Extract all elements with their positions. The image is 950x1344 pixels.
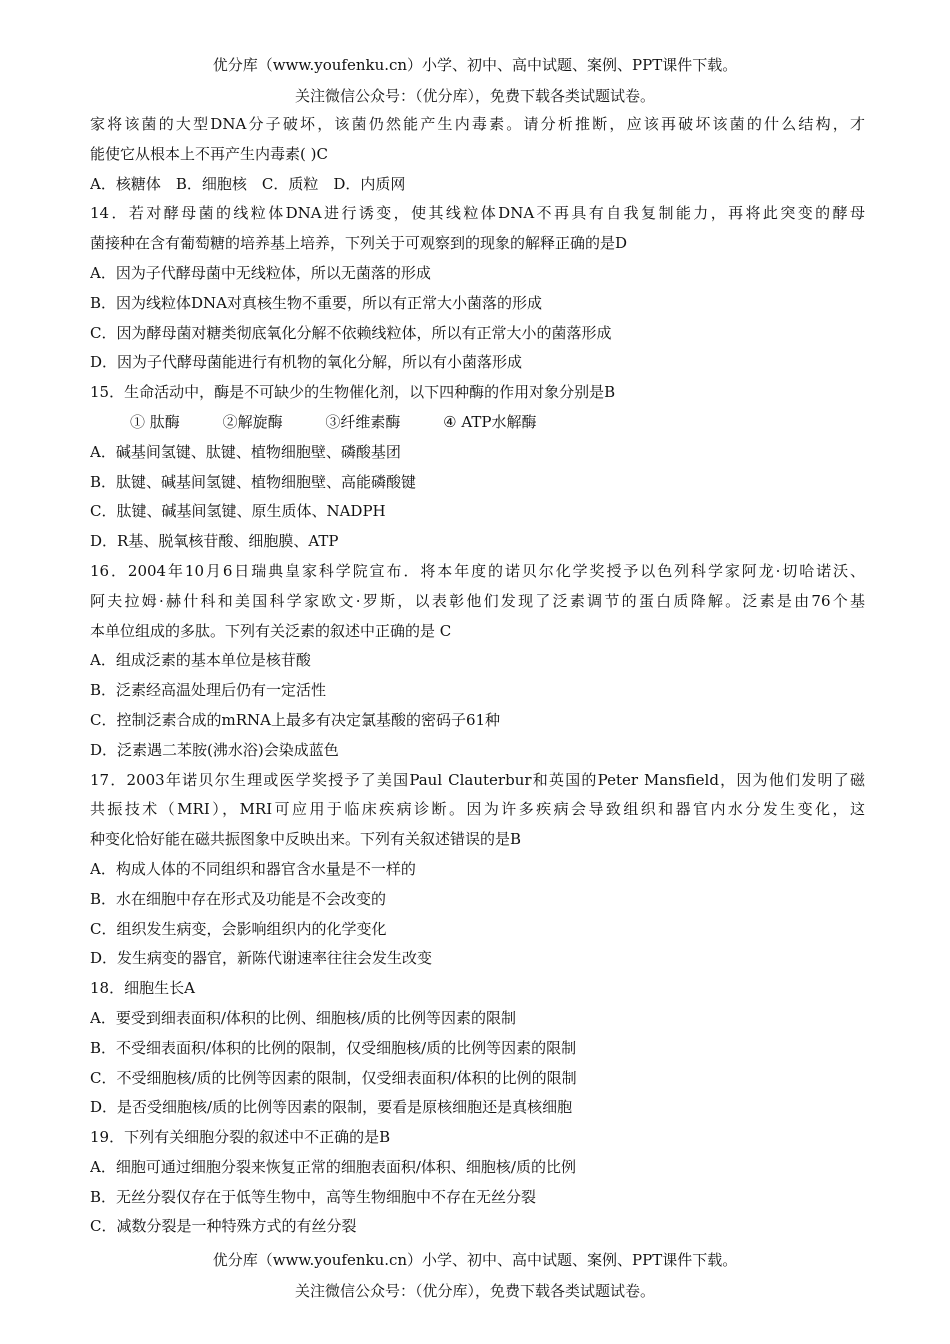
header-line-1: 优分库（www.youfenku.cn）小学、初中、高中试题、案例、PPT课件下载。 [212, 56, 738, 74]
q16-option-d: D．泛素遇二苯胺(沸水浴)会染成蓝色 [90, 740, 339, 759]
footer-line-1: 优分库（www.youfenku.cn）小学、初中、高中试题、案例、PPT课件下载。 [212, 1251, 738, 1269]
q19-option-b: B．无丝分裂仅存在于低等生物中，高等生物细胞中不存在无丝分裂 [90, 1187, 537, 1206]
footer-line-2: 关注微信公众号：（优分库），免费下载各类试题试卷。 [294, 1282, 655, 1300]
q15-enzyme-2: ②解旋酶 [222, 412, 283, 431]
q15-option-a: A．碱基间氢键、肽键、植物细胞壁、磷酸基团 [90, 442, 401, 461]
q17-option-d: D．发生病变的器官，新陈代谢速率往往会发生改变 [90, 949, 433, 968]
q17-option-a: A．构成人体的不同组织和器官含水量是不一样的 [90, 859, 416, 878]
q15-enzyme-list [90, 408, 865, 438]
q18-stem: 18．细胞生长A [90, 979, 195, 998]
q14-option-d: D．因为子代酵母菌能进行有机物的氧化分解，所以有小菌落形成 [90, 353, 523, 372]
q19-option-c: C．减数分裂是一种特殊方式的有丝分裂 [90, 1217, 357, 1236]
question-body [90, 110, 865, 1242]
q13-continuation-2: 能使它从根本上不再产生内毒素( )C [90, 144, 328, 163]
q14-option-b: B．因为线粒体DNA对真核生物不重要，所以有正常大小菌落的形成 [90, 293, 543, 312]
q13-options: A．核糖体 B．细胞核 C．质粒 D．内质网 [90, 174, 406, 193]
q17-stem-1: 17．2003年诺贝尔生理或医学奖授予了美国Paul Clauterbur和英国的Peter Mansfield，因为他们发明了磁 [90, 770, 865, 789]
q14-stem-1: 14．若对酵母菌的线粒体DNA进行诱变，使其线粒体DNA不再具有自我复制能力，再将此突变的酵母 [90, 204, 865, 223]
q14-option-a: A．因为子代酵母菌中无线粒体，所以无菌落的形成 [90, 263, 431, 282]
q16-stem-1: 16．2004年10月6日瑞典皇家科学院宣布．将本年度的诺贝尔化学奖授予以色列科学家阿龙·切哈诺沃、 [90, 561, 865, 580]
q16-option-c: C．控制泛素合成的mRNA上最多有决定氯基酸的密码子61种 [90, 710, 501, 729]
q15-option-b: B．肽键、碱基间氢键、植物细胞壁、高能磷酸键 [90, 472, 417, 491]
q13-continuation-1: 家将该菌的大型DNA分子破坏，该菌仍然能产生内毒素。请分析推断，应该再破坏该菌的什么结构，才 [90, 115, 865, 133]
q17-stem-3: 种变化恰好能在磁共振图象中反映出来。下列有关叙述错误的是B [90, 830, 522, 849]
q17-stem-2: 共振技术（MRI），MRI可应用于临床疾病诊断。因为许多疾病会导致组织和器官内水分发生变化，这 [90, 800, 865, 819]
q14-option-c: C．因为酵母菌对糖类彻底氧化分解不依赖线粒体，所以有正常大小的菌落形成 [90, 323, 612, 342]
q15-option-d: D．R基、脱氧核苷酸、细胞膜、ATP [90, 532, 339, 551]
q17-option-c: C．组织发生病变，会影响组织内的化学变化 [90, 919, 387, 938]
q19-stem: 19．下列有关细胞分裂的叙述中不正确的是B [90, 1128, 391, 1147]
q16-stem-3: 本单位组成的多肽。下列有关泛素的叙述中正确的是 C [90, 621, 452, 640]
q19-option-a: A．细胞可通过细胞分裂来恢复正常的细胞表面积/体积、细胞核/质的比例 [90, 1157, 576, 1176]
q15-enzyme-4: ④ ATP水解酶 [443, 412, 537, 431]
q15-stem: 15．生命活动中，酶是不可缺少的生物催化剂，以下四种酶的作用对象分别是B [90, 383, 616, 402]
q18-option-d: D．是否受细胞核/质的比例等因素的限制，要看是原核细胞还是真核细胞 [90, 1098, 573, 1117]
q16-stem-2: 阿夫拉姆·赫什科和美国科学家欧文·罗斯，以表彰他们发现了泛素调节的蛋白质降解。泛素是由76个基 [90, 591, 865, 610]
q14-stem-2: 菌接种在含有葡萄糖的培养基上培养，下列关于可观察到的现象的解释正确的是D [90, 234, 628, 253]
q18-option-b: B．不受细表面积/体积的比例的限制，仅受细胞核/质的比例等因素的限制 [90, 1038, 577, 1057]
q15-enzyme-1: ① 肽酶 [130, 412, 180, 431]
q17-option-b: B．水在细胞中存在形式及功能是不会改变的 [90, 889, 387, 908]
header-line-2: 关注微信公众号：（优分库），免费下载各类试题试卷。 [294, 87, 655, 105]
q15-option-c: C．肽键、碱基间氢键、原生质体、NADPH [90, 502, 386, 521]
q18-option-c: C．不受细胞核/质的比例等因素的限制，仅受细表面积/体积的比例的限制 [90, 1068, 577, 1087]
q15-enzyme-3: ③纤维素酶 [325, 412, 401, 431]
q18-option-a: A．要受到细表面积/体积的比例、细胞核/质的比例等因素的限制 [90, 1008, 516, 1027]
q16-option-a: A．组成泛素的基本单位是核苷酸 [90, 651, 311, 670]
q16-option-b: B．泛素经高温处理后仍有一定活性 [90, 681, 327, 700]
